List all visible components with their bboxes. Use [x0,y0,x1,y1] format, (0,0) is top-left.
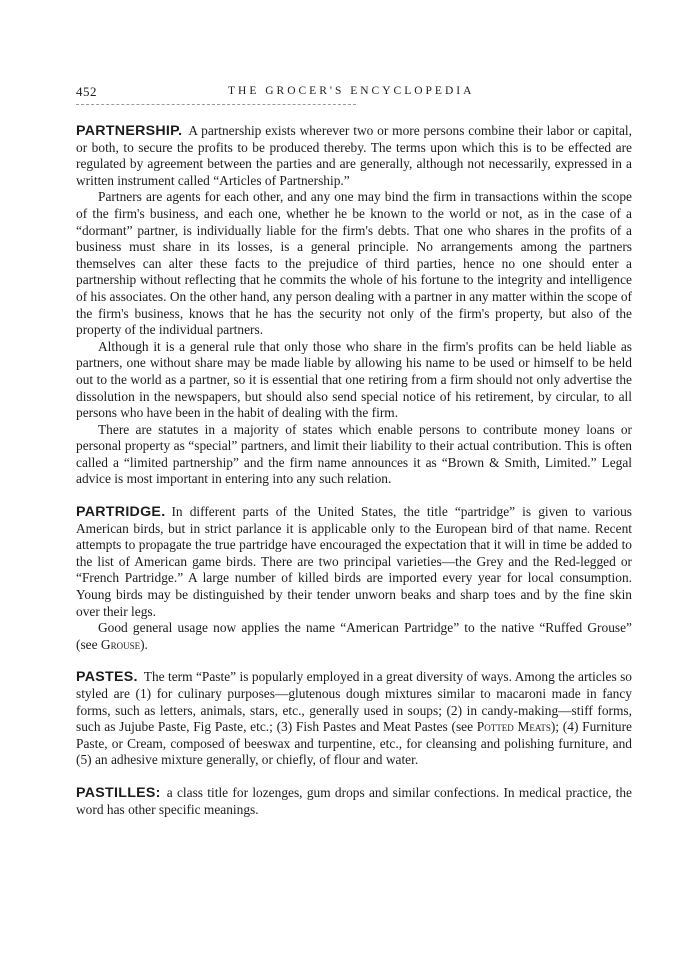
paragraph-text: A partnership exists wherever two or more persons combine their labor or capital, or both, to secure the profits to be produced thereby. The terms upon which this is to be effected are regulated by agreement between the parties and are generally, although not necessarily, expressed in a written instrument called “Articles of Partnership.” [76,123,632,188]
paragraph-text: ). [140,636,148,652]
headword: PASTES. [76,669,138,686]
paragraph-text: a class title for lozenges, gum drops and similar confections. In medical practice, the word has other specific meanings. [76,784,632,817]
paragraph [76,785,632,818]
page-number: 452 [76,84,97,99]
paragraph-text: In different parts of the United States, the title “partridge” is given to various American birds, but in strict parlance it is applicable only to the European bird of that name. Recent attempts to propagate the true partridge have encouraged the expectation that it will in time be added to the list of American game birds. There are two principal varieties—the Grey and the Red-legged or “French Partridge.” A large number of killed birds are imported every year for local consumption. Young birds may be distinguished by their tender unworn beaks and sharp toes and by the fine skin over their legs. [76,504,632,619]
paragraph-text: Good general usage now applies the name “American Partridge” to the native “Ruffed Grouse” (see [76,620,632,652]
header-rule [76,104,356,105]
headword: PASTILLES: [76,784,161,801]
entry-pastes [76,669,632,769]
running-title: THE GROCER'S ENCYCLOPEDIA [228,85,475,97]
paragraph [76,669,632,769]
paragraph [76,123,632,189]
page [76,84,632,818]
paragraph [76,620,632,653]
paragraph: There are statutes in a majority of states which enable persons to contribute money loans or personal property as “special” partners, and limit their liability to their actual contribution. This is often called a “limited partnership” and the firm name announces it as “Brown & Smith, Limited.” Legal advice is most important in entering into any such relation. [76,421,632,487]
paragraph-text: The term “Paste” is popularly employed in a great diversity of ways. Among the articles so styled are (1) for culinary purposes—glutenous dough mixtures similar to macaroni made in fancy forms, such as letters, animals, stars, etc., generally used in soups; (2) in candy-making—stiff forms, such as Jujube Paste, Fig Paste, etc.; (3) Fish Pastes and Meat Pastes (see [76,669,632,735]
cross-reference: Grouse [100,636,141,652]
cross-reference: Potted Meats [476,719,551,735]
entry-partridge [76,504,632,653]
running-head [76,84,632,102]
paragraph: Partners are agents for each other, and any one may bind the firm in transactions within the scope of the firm's business, and each one, whether he be known to the world or not, as in the case of a “dormant” partner, is individually liable for the firm's debts. That one who shares in the profits of a business must share in its losses, is a general principle. No arrangements among the partners themselves can alter these facts to the prejudice of third parties, hence no one should enter a partnership without reflecting that he commits the whole of his fortune to the integrity and intelligence of his associates. On the other hand, any person dealing with a partner in any matter within the scope of the firm's business, knows that he has the security not only of the firm's property, but also of the property of the individual partners. [76,189,632,338]
entry-partnership [76,123,632,488]
entry-pastilles [76,785,632,818]
headword: PARTRIDGE. [76,504,166,521]
paragraph-text: ); (4) Furniture Paste, or Cream, composed of beeswax and turpentine, etc., for cleansing and polishing furniture, and (5) an adhesive mixture generally, or chiefly, of flour and water. [76,719,632,768]
paragraph [76,504,632,620]
headword: PARTNERSHIP. [76,123,183,139]
paragraph: Although it is a general rule that only those who share in the firm's profits can be held liable as partners, one without share may be made liable by allowing his name to be used or himself to be held out to the world as a partner, so it is essential that one retiring from a firm should not only advertise the dissolution in the newspapers, but should also send special notice of his retirement, by circular, to all persons who have been in the habit of dealing with the firm. [76,338,632,421]
